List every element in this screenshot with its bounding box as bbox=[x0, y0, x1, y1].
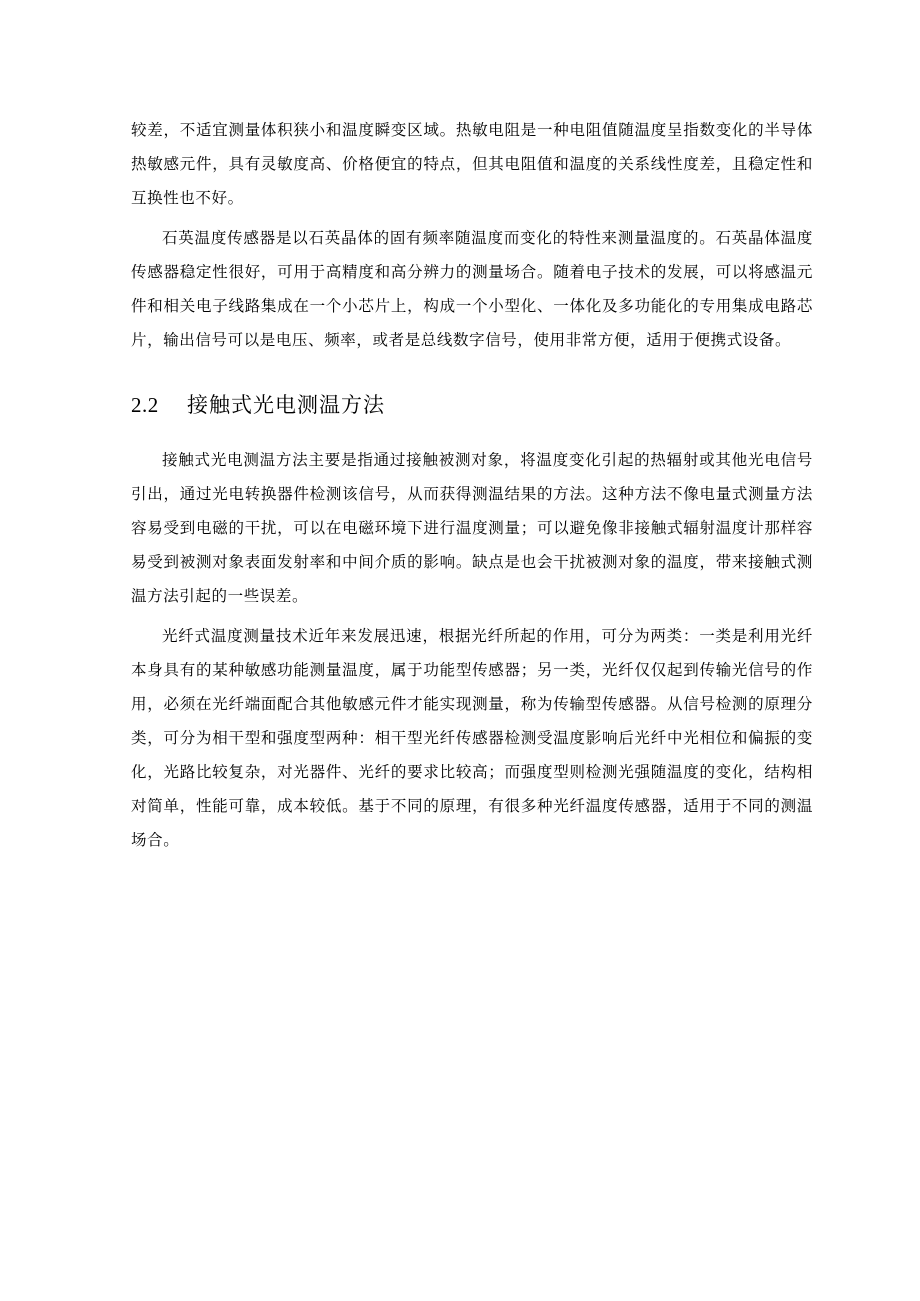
paragraph-quartz-sensor: 石英温度传感器是以石英晶体的固有频率随温度而变化的特性来测量温度的。石英晶体温度传感器稳定性很好，可用于高精度和高分辨力的测量场合。随着电子技术的发展，可以将感温元件和相关电子线路集成在一个小芯片上，构成一个小型化、一体化及多功能化的专用集成电路芯片，输出信号可以是电压、频率，或者是总线数字信号，使用非常方便，适用于便携式设备。 bbox=[131, 229, 813, 349]
section-heading bbox=[131, 389, 813, 429]
section-title: 接触式光电测温方法 bbox=[187, 393, 385, 417]
document-body bbox=[131, 113, 813, 857]
paragraph-contact-photoelectric: 接触式光电测温方法主要是指通过接触被测对象，将温度变化引起的热辐射或其他光电信号引出，通过光电转换器件检测该信号，从而获得测温结果的方法。这种方法不像电量式测量方法容易受到电磁的干扰，可以在电磁环境下进行温度测量；可以避免像非接触式辐射温度计那样容易受到被测对象表面发射率和中间介质的影响。缺点是也会干扰被测对象的温度，带来接触式测温方法引起的一些误差。 bbox=[131, 451, 813, 605]
section-number: 2.2 bbox=[131, 393, 159, 417]
paragraph-thermistor: 较差，不适宜测量体积狭小和温度瞬变区域。热敏电阻是一种电阻值随温度呈指数变化的半导体热敏感元件，具有灵敏度高、价格便宜的特点，但其电阻值和温度的关系线性度差，且稳定性和互换性也不好。 bbox=[131, 121, 813, 207]
paragraph-fiber-optic: 光纤式温度测量技术近年来发展迅速，根据光纤所起的作用，可分为两类：一类是利用光纤本身具有的某种敏感功能测量温度，属于功能型传感器；另一类，光纤仅仅起到传输光信号的作用，必须在光纤端面配合其他敏感元件才能实现测量，称为传输型传感器。从信号检测的原理分类，可分为相干型和强度型两种：相干型光纤传感器检测受温度影响后光纤中光相位和偏振的变化，光路比较复杂，对光器件、光纤的要求比较高；而强度型则检测光强随温度的变化，结构相对简单，性能可靠，成本较低。基于不同的原理，有很多种光纤温度传感器，适用于不同的测温场合。 bbox=[131, 627, 813, 849]
